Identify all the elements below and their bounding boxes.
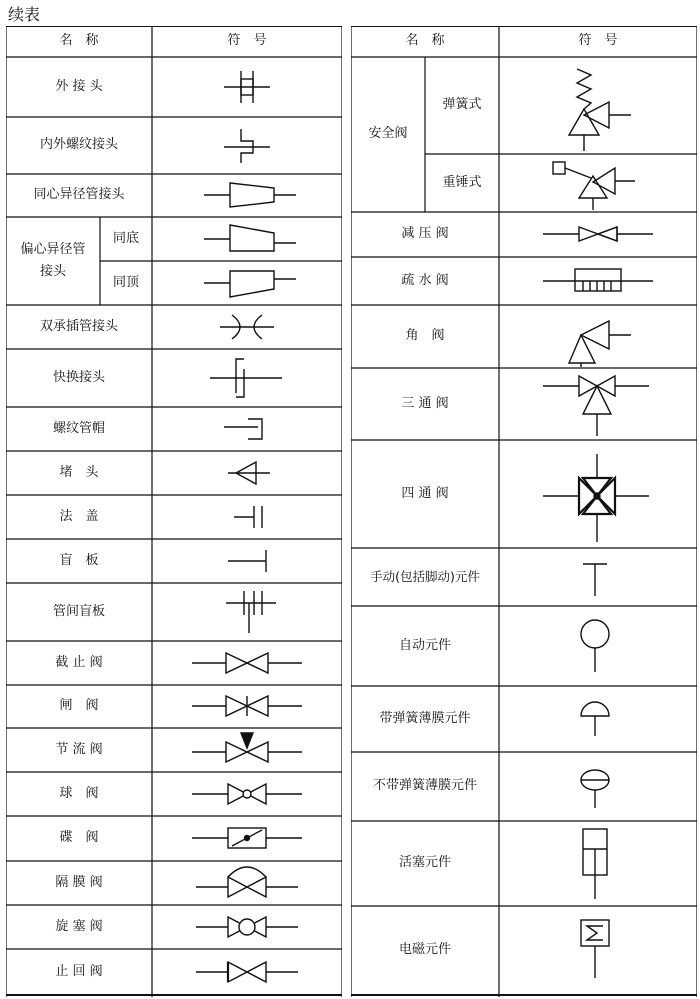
row-name: 止 回 阀 — [55, 963, 103, 979]
row-name: 外 接 头 — [55, 78, 103, 94]
row-name: 螺纹管帽 — [52, 420, 105, 436]
row-name: 同心异径管接头 — [33, 187, 125, 203]
row-name: 三 通 阀 — [401, 395, 449, 411]
row-name: 电磁元件 — [398, 942, 451, 958]
eccentric-reducer-flat-bottom-symbol — [152, 217, 342, 261]
table-caption: 续表 — [8, 5, 41, 24]
row-name: 快换接头 — [52, 369, 105, 385]
blind-flange-symbol — [152, 495, 342, 539]
check-valve-symbol — [152, 949, 342, 995]
row-name: 法 盖 — [59, 508, 99, 524]
row-name: 节 流 阀 — [55, 741, 103, 757]
manual-actuator-symbol — [499, 548, 697, 606]
weight-safety-valve-symbol — [499, 154, 697, 212]
group-name: 安全阀 — [368, 126, 408, 142]
row-name: 盲 板 — [59, 552, 99, 568]
spectacle-blind-symbol — [152, 583, 342, 641]
blind-plate-symbol — [152, 539, 342, 583]
row-name: 同顶 — [112, 274, 139, 290]
eccentric-reducer-flat-top-symbol — [152, 261, 342, 305]
external-joint-symbol — [152, 57, 342, 117]
row-name: 堵 头 — [59, 464, 99, 480]
four-way-valve-symbol — [499, 440, 697, 548]
row-name: 带弹簧薄膜元件 — [379, 710, 471, 726]
row-name: 疏 水 阀 — [401, 272, 449, 288]
threaded-cap-symbol — [152, 407, 342, 451]
row-name: 弹簧式 — [442, 97, 482, 113]
threaded-joint-symbol — [152, 117, 342, 174]
automatic-actuator-symbol — [499, 606, 697, 686]
row-name: 同底 — [112, 230, 139, 246]
quick-change-joint-symbol — [152, 349, 342, 407]
piston-actuator-symbol — [499, 821, 697, 906]
solenoid-actuator-symbol — [499, 906, 697, 995]
right-header-symbol: 符 号 — [578, 33, 618, 49]
row-name: 四 通 阀 — [401, 485, 449, 501]
concentric-reducer-symbol — [152, 174, 342, 217]
spring-diaphragm-actuator-symbol — [499, 686, 697, 752]
row-name: 重锤式 — [442, 174, 482, 190]
row-name: 旋 塞 阀 — [55, 918, 103, 934]
row-name: 碟 阀 — [59, 830, 99, 846]
throttle-valve-symbol — [152, 728, 342, 772]
row-name: 球 阀 — [59, 785, 99, 801]
globe-valve-symbol — [152, 641, 342, 685]
double-socket-symbol — [152, 305, 342, 349]
left-symbol-table — [6, 26, 342, 997]
row-name: 截 止 阀 — [55, 654, 103, 670]
row-name: 角 阀 — [405, 328, 445, 344]
row-name: 闸 阀 — [59, 698, 99, 714]
spring-safety-valve-symbol — [499, 57, 697, 154]
row-name: 隔 膜 阀 — [55, 874, 103, 890]
angle-valve-symbol — [499, 305, 697, 368]
row-name: 内外螺纹接头 — [39, 137, 118, 153]
row-name: 自动元件 — [398, 637, 451, 653]
three-way-valve-symbol — [499, 368, 697, 440]
diaphragm-valve-symbol — [152, 861, 342, 905]
right-symbol-table — [351, 26, 697, 997]
diaphragm-actuator-symbol — [499, 752, 697, 821]
group-name: 偏心异径管接头 — [20, 241, 86, 279]
row-name: 管间盲板 — [52, 603, 105, 619]
row-name: 双承插管接头 — [39, 318, 118, 334]
left-header-symbol: 符 号 — [227, 33, 267, 49]
plug-symbol — [152, 451, 342, 495]
plug-valve-symbol — [152, 905, 342, 949]
row-name: 减 压 阀 — [401, 226, 449, 242]
row-name: 活塞元件 — [398, 855, 451, 871]
pressure-reducing-valve-symbol — [499, 212, 697, 257]
right-header-name: 名 称 — [405, 33, 445, 49]
steam-trap-symbol — [499, 257, 697, 305]
gate-valve-symbol — [152, 685, 342, 728]
ball-valve-symbol — [152, 772, 342, 816]
row-name: 不带弹簧薄膜元件 — [372, 778, 477, 794]
row-name: 手动(包括脚动)元件 — [370, 569, 480, 585]
left-header-name: 名 称 — [59, 33, 99, 49]
butterfly-valve-symbol — [152, 816, 342, 861]
